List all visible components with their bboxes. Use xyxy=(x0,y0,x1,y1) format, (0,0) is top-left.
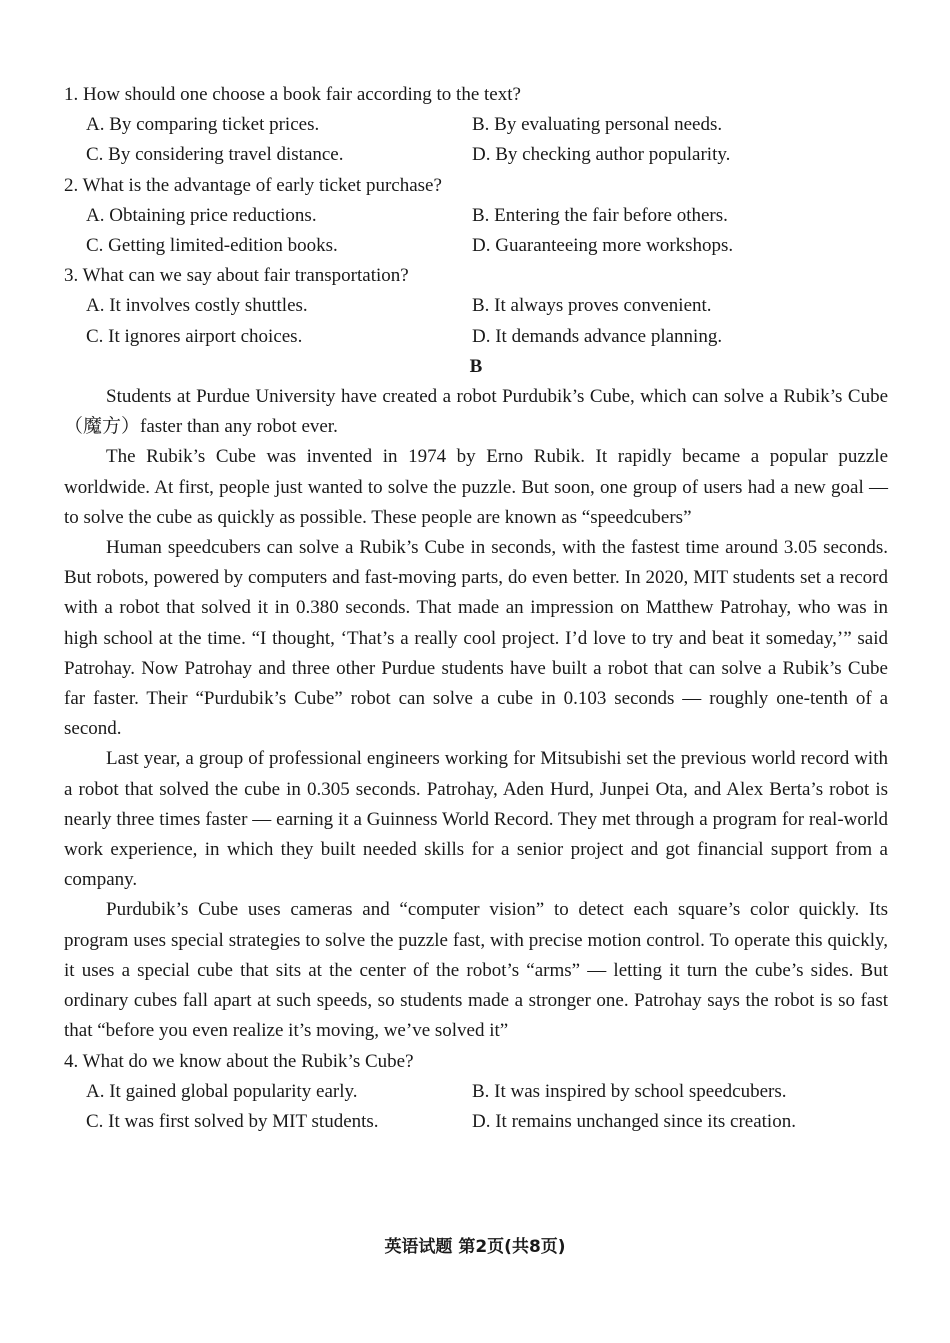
question-2 xyxy=(64,171,888,262)
page-footer: 英语试题 第2页(共8页) xyxy=(384,1237,566,1257)
question-1 xyxy=(64,80,888,171)
option-d: D. It remains unchanged since its creation. xyxy=(472,1110,796,1132)
option-c: C. It ignores airport choices. xyxy=(86,325,303,347)
option-a: A. Obtaining price reductions. xyxy=(86,204,317,226)
option-d: D. Guaranteeing more workshops. xyxy=(472,235,734,257)
option-d: D. It demands advance planning. xyxy=(472,325,723,347)
passage-b xyxy=(64,382,888,1046)
option-b: B. It was inspired by school speedcubers. xyxy=(472,1080,787,1102)
section-title: B xyxy=(469,355,483,377)
passage-paragraph: Purdubik’s Cube uses cameras and “computer vision” to detect each square’s color quickly. Its program uses special strategies to solve the puzzle fast, with precise motion control. To operate this quickly, it uses a special cube that sits at the center of the robot’s “arms” — letting it turn the cube’s sides. But ordinary cubes fall apart at such speeds, so students made a stronger one. Patrohay says the robot is so fast that “before you even realize it’s moving, we’ve solved it” xyxy=(64,899,888,1042)
options-grid xyxy=(64,201,888,261)
question-4 xyxy=(64,1047,888,1138)
passage-paragraph: The Rubik’s Cube was invented in 1974 by Erno Rubik. It rapidly became a popular puzzle worldwide. At first, people just wanted to solve the puzzle. But soon, one group of users had a new goal — to solve the cube as quickly as possible. These people are known as “speedcubers” xyxy=(64,446,888,528)
question-stem: 2. What is the advantage of early ticket purchase? xyxy=(64,174,442,196)
option-c: C. Getting limited-edition books. xyxy=(86,235,338,257)
option-d: D. By checking author popularity. xyxy=(472,144,731,166)
option-a: A. By comparing ticket prices. xyxy=(86,114,320,136)
page-content xyxy=(64,80,888,1137)
passage-paragraph: Human speedcubers can solve a Rubik’s Cube in seconds, with the fastest time around 3.05 seconds. But robots, powered by computers and fast-moving parts, do even better. In 2020, MIT students set a record with a robot that solved it in 0.380 seconds. That made an impression on Matthew Patrohay, who was in high school at the time. “I thought, ‘That’s a really cool project. I’d love to try and beat it someday,’” said Patrohay. Now Patrohay and three other Purdue students have built a robot that can solve a Rubik’s Cube far faster. Their “Purdubik’s Cube” robot can solve a cube in 0.103 seconds — roughly one-tenth of a second. xyxy=(64,537,888,740)
question-3 xyxy=(64,261,888,352)
question-stem: 4. What do we know about the Rubik’s Cube? xyxy=(64,1050,414,1072)
option-b: B. It always proves convenient. xyxy=(472,295,712,317)
question-stem: 1. How should one choose a book fair according to the text? xyxy=(64,84,521,105)
option-b: B. By evaluating personal needs. xyxy=(472,114,723,136)
passage-paragraph: Last year, a group of professional engineers working for Mitsubishi set the previous world record with a robot that solved the cube in 0.305 seconds. Patrohay, Aden Hurd, Junpei Ota, and Alex Berta’s robot is nearly three times faster — earning it a Guinness World Record. They met through a program for real-world work experience, in which they built needed skills for a senior project and got financial support from a company. xyxy=(64,748,888,891)
question-stem: 3. What can we say about fair transportation? xyxy=(64,265,409,287)
option-b: B. Entering the fair before others. xyxy=(472,204,728,226)
option-a: A. It gained global popularity early. xyxy=(86,1080,358,1102)
option-c: C. By considering travel distance. xyxy=(86,144,344,166)
options-grid xyxy=(64,291,888,351)
passage-paragraph: Students at Purdue University have created a robot Purdubik’s Cube, which can solve a Rubik’s Cube（魔方）faster than any robot ever. xyxy=(64,386,888,438)
option-c: C. It was first solved by MIT students. xyxy=(86,1110,379,1132)
options-grid xyxy=(64,1077,888,1137)
option-a: A. It involves costly shuttles. xyxy=(86,295,308,317)
options-grid xyxy=(64,110,888,170)
